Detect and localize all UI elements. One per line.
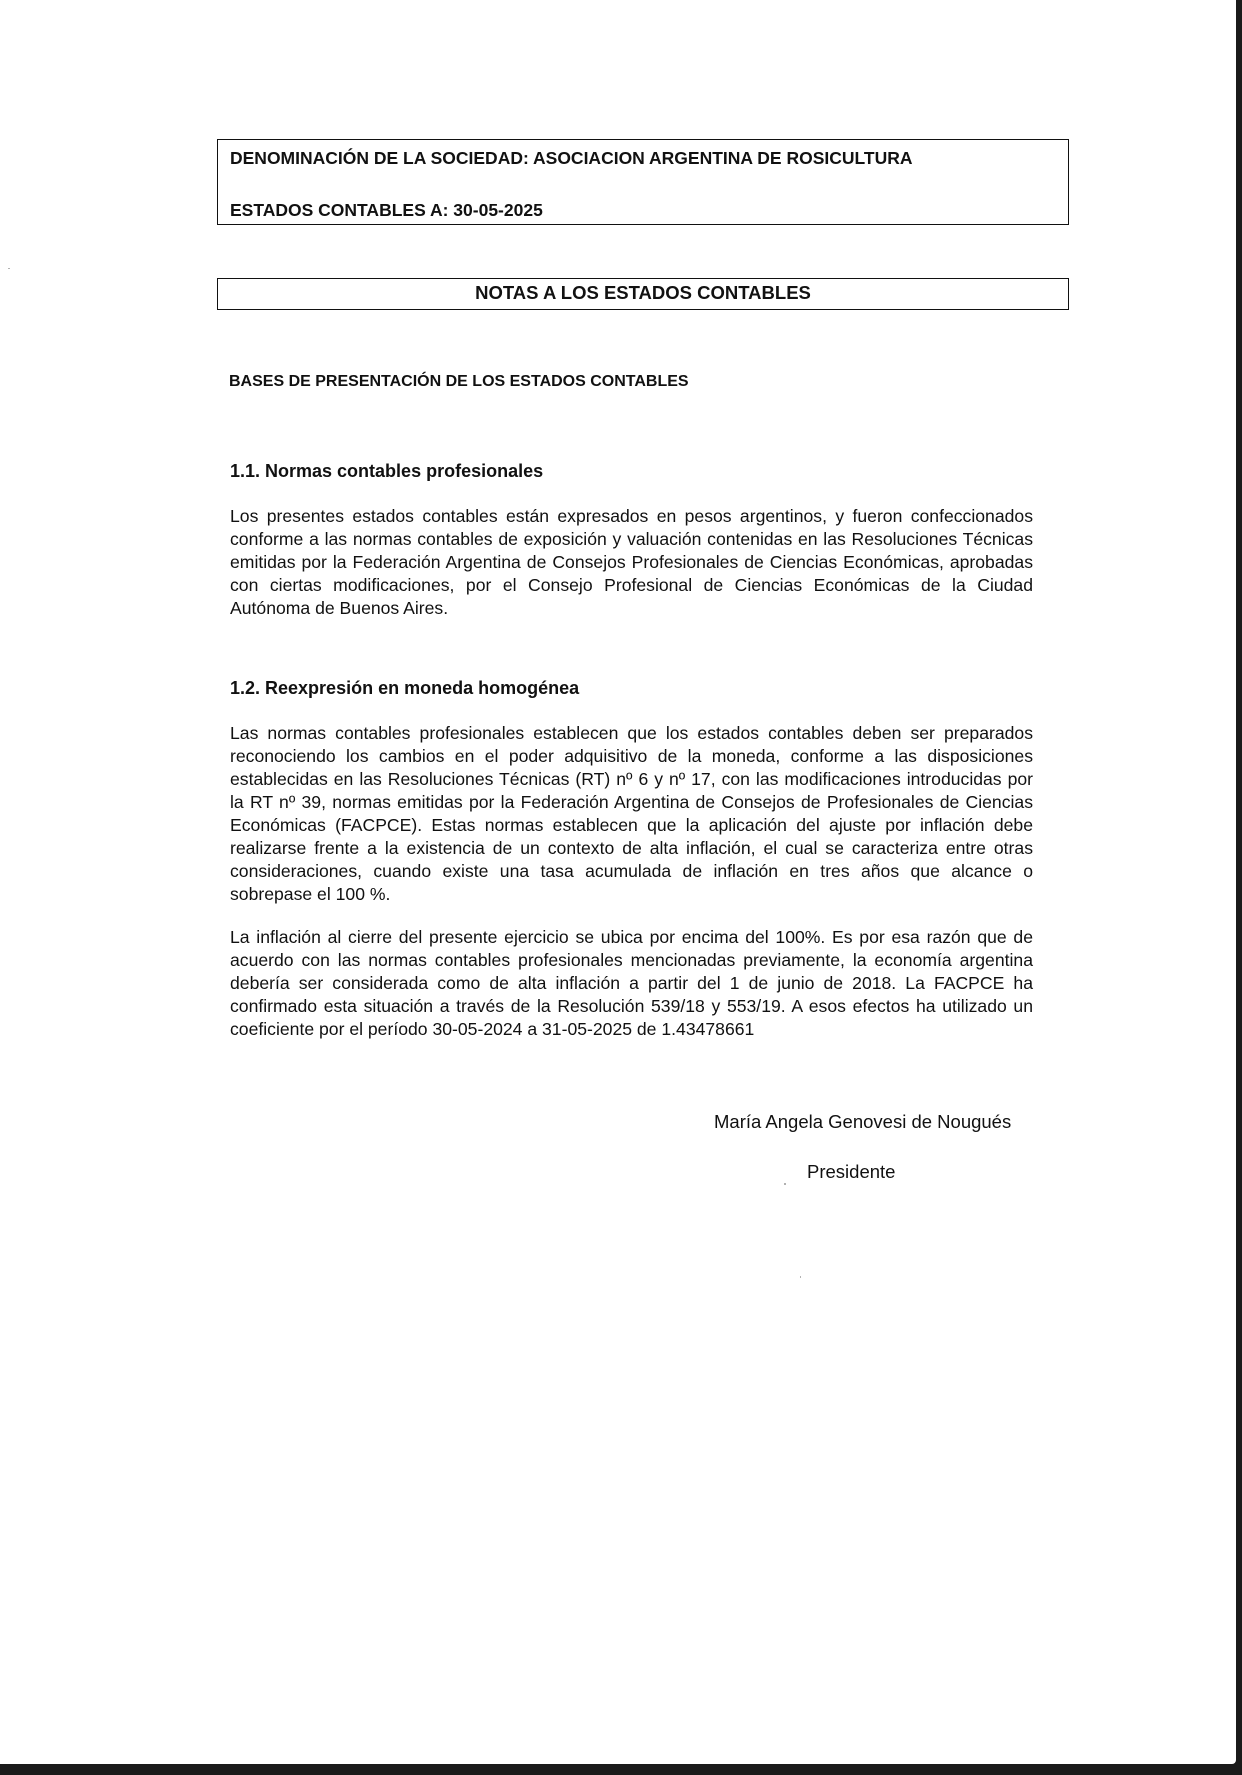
paragraph-1-1: Los presentes estados contables están expresados en pesos argentinos, y fueron confeccionados conforme a las normas contables de exposición y valuación contenidas en las Resoluciones Técnicas emitidas por la Federación Argentina de Consejos Profesionales de Ciencias Económicas, aprobadas con ciertas modificaciones, por el Consejo Profesional de Ciencias Económicas de la Ciudad Autónoma de Buenos Aires. <box>230 506 1033 618</box>
signatory-role: Presidente <box>807 1161 896 1182</box>
subsection-heading-1-1: 1.1. Normas contables profesionales <box>230 461 544 481</box>
signatory-name: María Angela Genovesi de Nougués <box>714 1111 1012 1132</box>
company-header-box <box>217 139 1069 225</box>
notes-title: NOTAS A LOS ESTADOS CONTABLES <box>475 282 811 303</box>
paragraph-1-2-a: Las normas contables profesionales establecen que los estados contables deben ser preparados reconociendo los cambios en el poder adquisitivo de la moneda, conforme a las disposiciones establecidas en las Resoluciones Técnicas (RT) nº 6 y nº 17, con las modificaciones introducidas por la RT nº 39, normas emitidas por la Federación Argentina de Consejos de Profesionales de Ciencias Económicas (FACPCE). Estas normas establecen que la aplicación del ajuste por inflación debe realizarse frente a la existencia de un contexto de alta inflación, el cual se caracteriza entre otras consideraciones, cuando existe una tasa acumulada de inflación en tres años que alcance o sobrepase el 100 %. <box>230 723 1033 904</box>
scan-speck <box>8 268 10 269</box>
section-title: BASES DE PRESENTACIÓN DE LOS ESTADOS CONTABLES <box>229 373 689 390</box>
statements-date-line: ESTADOS CONTABLES A: 30-05-2025 <box>230 200 543 220</box>
notes-title-box <box>217 278 1069 310</box>
scan-speck <box>784 1183 786 1185</box>
paragraph-1-2-b: La inflación al cierre del presente ejercicio se ubica por encima del 100%. Es por esa razón que de acuerdo con las normas contables profesionales mencionadas previamente, la economía argentina debería ser considerada como de alta inflación a partir del 1 de junio de 2018. La FACPCE ha confirmado esta situación a través de la Resolución 539/18 y 553/19. A esos efectos ha utilizado un coeficiente por el período 30-05-2024 a 31-05-2025 de 1.43478661 <box>230 927 1033 1039</box>
company-name-line: DENOMINACIÓN DE LA SOCIEDAD: ASOCIACION ARGENTINA DE ROSICULTURA <box>230 148 913 168</box>
subsection-heading-1-2: 1.2. Reexpresión en moneda homogénea <box>230 678 580 698</box>
scan-speck <box>800 1276 801 1278</box>
